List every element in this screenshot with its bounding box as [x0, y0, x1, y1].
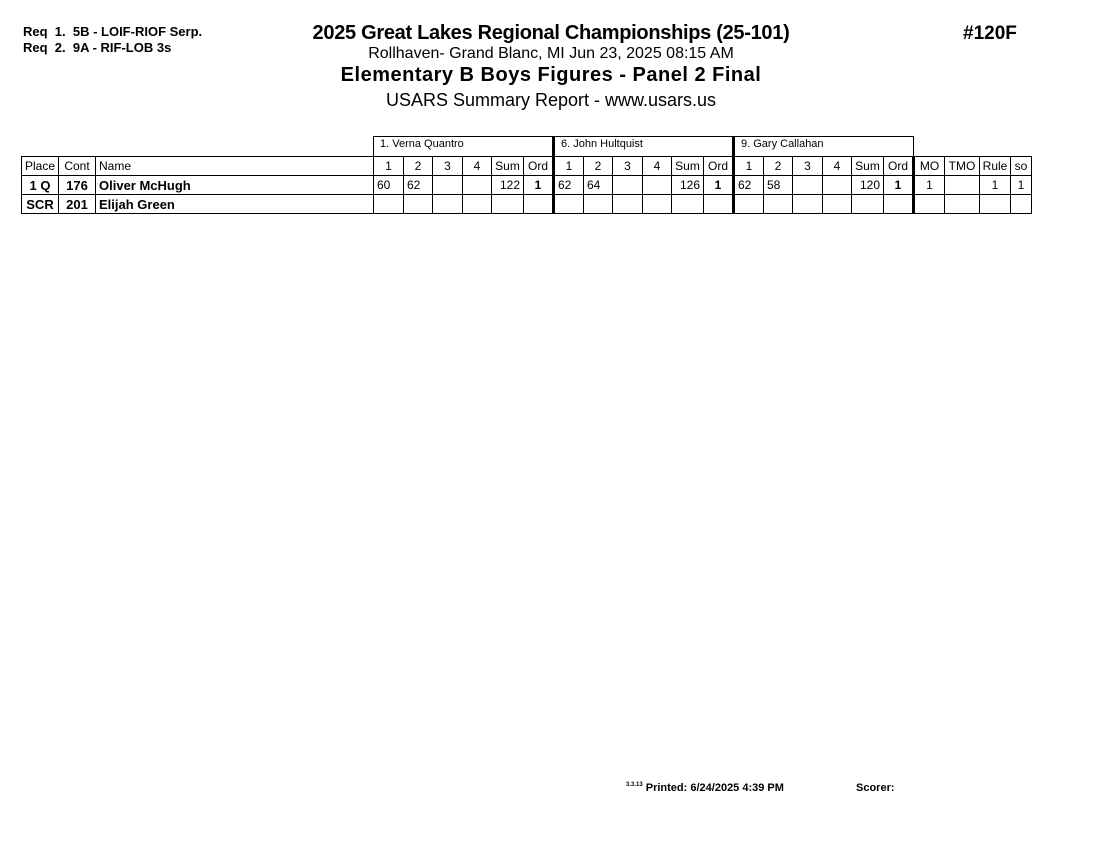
judge-1-col-3: 3 [433, 157, 463, 176]
judge-2-name: 6. John Hultquist [554, 137, 734, 157]
judge-2-col-1: 1 [554, 157, 584, 176]
score-cell [764, 195, 793, 214]
score-cell [463, 195, 492, 214]
judge-2-col-2: 2 [584, 157, 613, 176]
judge-3-col-3: 3 [793, 157, 823, 176]
score-cell: 58 [764, 176, 793, 195]
tmo-cell [945, 195, 980, 214]
score-cell [643, 176, 672, 195]
sum-cell [492, 195, 524, 214]
scorer-label: Scorer: [856, 782, 895, 794]
score-cell [433, 176, 463, 195]
cont-cell: 176 [59, 176, 96, 195]
score-cell [613, 195, 643, 214]
mo-cell: 1 [914, 176, 945, 195]
mo-cell [914, 195, 945, 214]
judge-2-sum-header: Sum [672, 157, 704, 176]
judge-1-col-2: 2 [404, 157, 433, 176]
event-number: #120F [963, 23, 1017, 44]
report-title: USARS Summary Report - www.usars.us [385, 90, 717, 110]
judge-3-name: 9. Gary Callahan [734, 137, 914, 157]
sum-cell: 122 [492, 176, 524, 195]
so-cell [1011, 195, 1032, 214]
score-cell [554, 195, 584, 214]
score-cell: 60 [374, 176, 404, 195]
sum-cell: 126 [672, 176, 704, 195]
score-cell: 64 [584, 176, 613, 195]
printed-timestamp: Printed: 6/24/2025 4:39 PM [645, 782, 784, 794]
so-header: so [1011, 157, 1032, 176]
judge-1-name: 1. Verna Quantro [374, 137, 554, 157]
judge-2-ord-header: Ord [704, 157, 734, 176]
ord-cell: 1 [704, 176, 734, 195]
ord-cell [524, 195, 554, 214]
table-row [22, 195, 1032, 214]
sum-cell: 120 [852, 176, 884, 195]
requirement-2: Req 2. 9A - RIF-LOB 3s [23, 40, 172, 55]
ord-cell [884, 195, 914, 214]
score-cell [463, 176, 492, 195]
cont-cell: 201 [59, 195, 96, 214]
ord-cell [704, 195, 734, 214]
score-cell [734, 195, 764, 214]
score-cell [613, 176, 643, 195]
rule-header: Rule [980, 157, 1011, 176]
tmo-cell [945, 176, 980, 195]
competition-location: Rollhaven- Grand Blanc, MI Jun 23, 2025 08:15 AM [368, 45, 734, 62]
judge-3-col-4: 4 [823, 157, 852, 176]
so-cell: 1 [1011, 176, 1032, 195]
requirements-list [23, 24, 202, 56]
score-cell [823, 195, 852, 214]
score-cell [374, 195, 404, 214]
table-row [22, 176, 1032, 195]
score-cell [793, 195, 823, 214]
judges-row [22, 137, 1032, 157]
name-cell: Oliver McHugh [96, 176, 374, 195]
judge-2-col-4: 4 [643, 157, 672, 176]
header-row [22, 157, 1032, 176]
requirement-1: Req 1. 5B - LOIF-RIOF Serp. [23, 24, 203, 39]
rule-cell [980, 195, 1011, 214]
software-version: 3.3.13 [626, 782, 643, 788]
tmo-header: TMO [945, 157, 980, 176]
cont-header: Cont [59, 157, 96, 176]
score-cell: 62 [404, 176, 433, 195]
place-header: Place [22, 157, 59, 176]
judge-1-ord-header: Ord [524, 157, 554, 176]
place-cell: SCR [22, 195, 59, 214]
sum-cell [852, 195, 884, 214]
judge-3-col-1: 1 [734, 157, 764, 176]
ord-cell: 1 [884, 176, 914, 195]
competition-title: 2025 Great Lakes Regional Championships (25-101) [312, 22, 790, 44]
score-cell: 62 [554, 176, 584, 195]
judge-1-col-4: 4 [463, 157, 492, 176]
judge-3-col-2: 2 [764, 157, 793, 176]
score-cell [793, 176, 823, 195]
name-cell: Elijah Green [96, 195, 374, 214]
rule-cell: 1 [980, 176, 1011, 195]
judge-1-col-1: 1 [374, 157, 404, 176]
score-cell [584, 195, 613, 214]
score-cell: 62 [734, 176, 764, 195]
results-table [21, 136, 1032, 214]
ord-cell: 1 [524, 176, 554, 195]
sum-cell [672, 195, 704, 214]
judge-3-sum-header: Sum [852, 157, 884, 176]
printed-footer [626, 782, 784, 794]
score-cell [643, 195, 672, 214]
judge-3-ord-header: Ord [884, 157, 914, 176]
score-cell [433, 195, 463, 214]
mo-header: MO [914, 157, 945, 176]
judge-1-sum-header: Sum [492, 157, 524, 176]
event-title: Elementary B Boys Figures - Panel 2 Final [340, 64, 762, 86]
place-cell: 1 Q [22, 176, 59, 195]
score-cell [823, 176, 852, 195]
score-cell [404, 195, 433, 214]
judge-2-col-3: 3 [613, 157, 643, 176]
name-header: Name [96, 157, 374, 176]
